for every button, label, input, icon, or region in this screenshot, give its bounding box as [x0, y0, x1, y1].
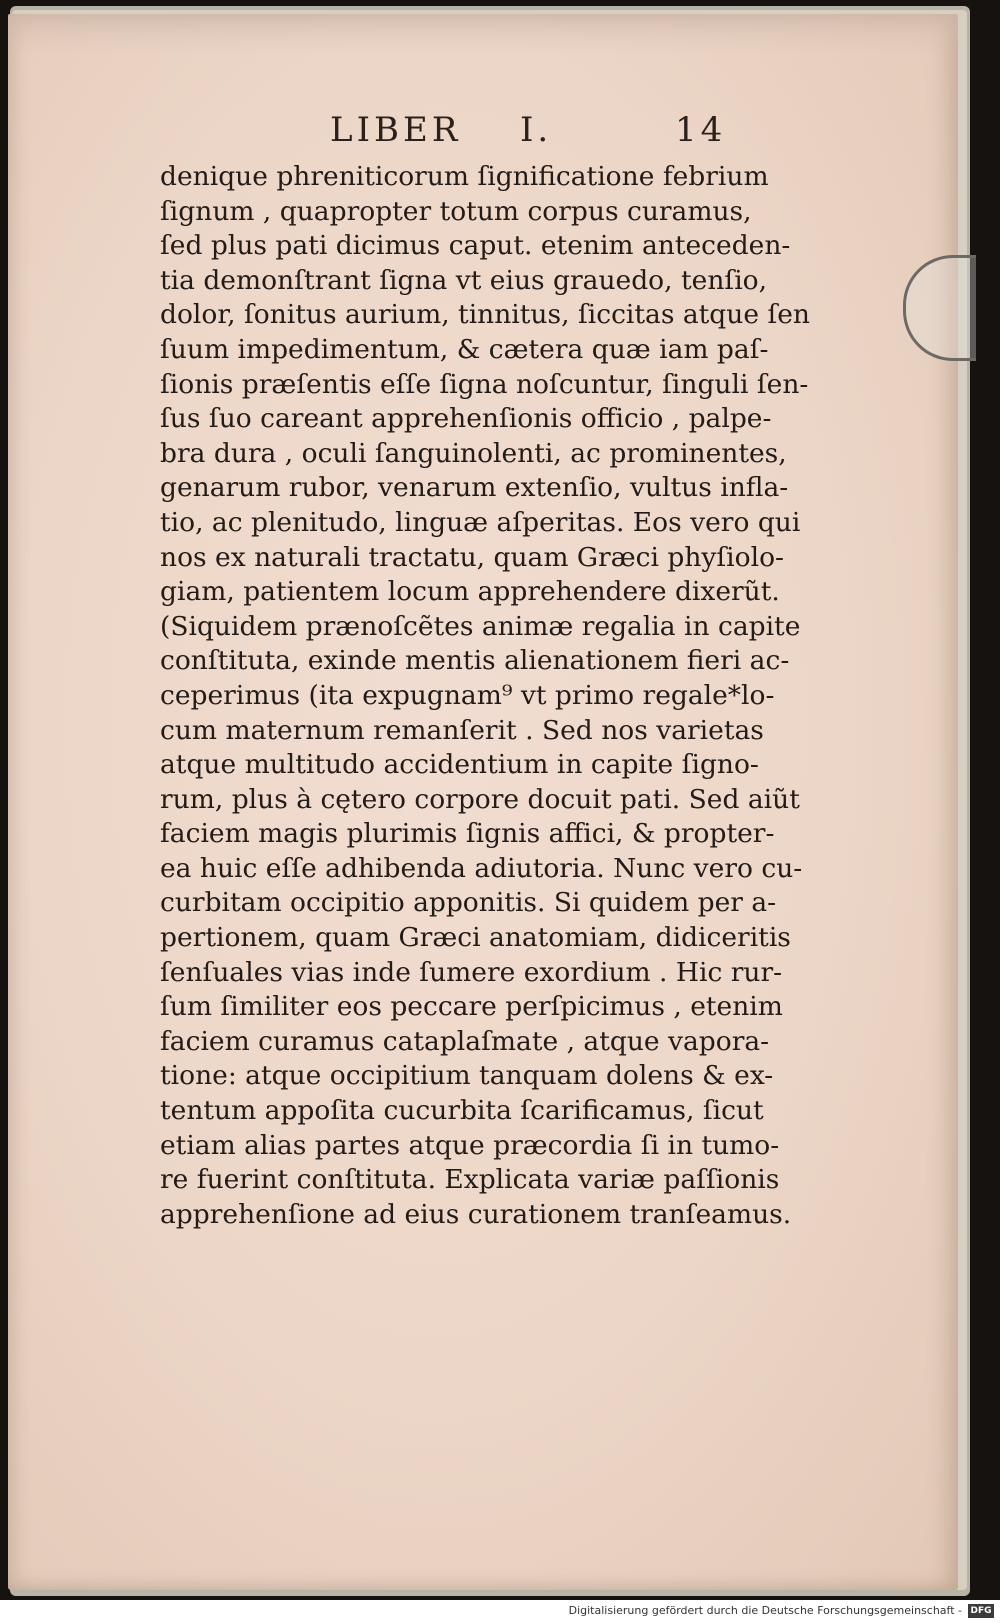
text-line: ſum ſimiliter eos peccare perſpicimus , etenim: [160, 991, 783, 1023]
text-line: ſus ſuo careant apprehenſionis officio , palpe-: [160, 403, 772, 435]
body-text: [160, 160, 811, 1232]
text-line: faciem curamus cataplaſmate , atque vapora-: [160, 1025, 770, 1057]
text-line: dolor, ſonitus aurium, tinnitus, ſiccitas atque ſen: [160, 299, 811, 331]
page-top-shadow: [8, 14, 958, 54]
text-line: tia demonſtrant ſigna vt eius grauedo, tenſio,: [160, 264, 768, 296]
text-line: etiam alias partes atque præcordia ſi in tumo-: [160, 1129, 780, 1161]
text-line: faciem magis plurimis ſignis affici, & propter-: [160, 818, 775, 850]
text-line: cum maternum remanſerit . Sed nos varietas: [160, 714, 764, 746]
text-line: bra dura , oculi ſanguinolenti, ac prominentes,: [160, 437, 787, 469]
footer-credit: Digitalisierung gefördert durch die Deutsche Forschungsgemeinschaft -: [568, 1604, 962, 1617]
text-line: tione: atque occipitium tanquam dolens & ex-: [160, 1060, 774, 1092]
text-line: ſenſuales vias inde ſumere exordium . Hic rur-: [160, 956, 783, 988]
text-line: tio, ac plenitudo, linguæ aſperitas. Eos vero qui: [160, 506, 801, 538]
text-line: pertionem, quam Græci anatomiam, didiceritis: [160, 922, 791, 954]
running-header: [330, 110, 730, 160]
text-line: (Siquidem prænoſcẽtes animæ regalia in capite: [160, 610, 801, 642]
text-line: nos ex naturali tractatu, quam Græci phyſiolo-: [160, 541, 784, 573]
folio-number: 14: [675, 110, 727, 150]
text-line: ſionis præſentis eſſe ſigna noſcuntur, ſinguli ſen-: [160, 368, 809, 400]
text-line: atque multitudo accidentium in capite ſigno-: [160, 749, 759, 781]
text-line: tentum appoſita cucurbita ſcarificamus, ſicut: [160, 1095, 764, 1127]
text-line: genarum rubor, venarum extenſio, vultus infla-: [160, 472, 789, 504]
footer-bar: [0, 1600, 1000, 1623]
text-line: re fuerint conſtituta. Explicata variæ paſſionis: [160, 1164, 780, 1196]
text-line: ſignum , quapropter totum corpus curamus,: [160, 195, 752, 227]
text-line: conſtituta, exinde mentis alienationem fieri ac-: [160, 645, 790, 677]
header-book-number: I.: [520, 110, 553, 150]
header-title: LIBER: [330, 110, 462, 150]
text-line: curbitam occipitio apponitis. Si quidem per a-: [160, 887, 777, 919]
text-line: ea huic eſſe adhibenda adiutoria. Nunc vero cu-: [160, 852, 803, 884]
dfg-logo: DFG: [968, 1604, 994, 1618]
text-line: ſed plus pati dicimus caput. etenim anteceden-: [160, 230, 791, 262]
text-line: giam, patientem locum apprehendere dixerũt.: [160, 576, 780, 608]
text-line: ceperimus (ita expugnam⁹ vt primo regale*lo-: [160, 679, 775, 711]
text-line: apprehenſione ad eius curationem tranſeamus.: [160, 1198, 792, 1230]
text-line: rum, plus à cętero corpore docuit pati. Sed aiũt: [160, 783, 800, 815]
text-line: denique phreniticorum ſignificatione febrium: [160, 161, 769, 192]
text-line: ſuum impedimentum, & cætera quæ iam paſ-: [160, 333, 769, 365]
